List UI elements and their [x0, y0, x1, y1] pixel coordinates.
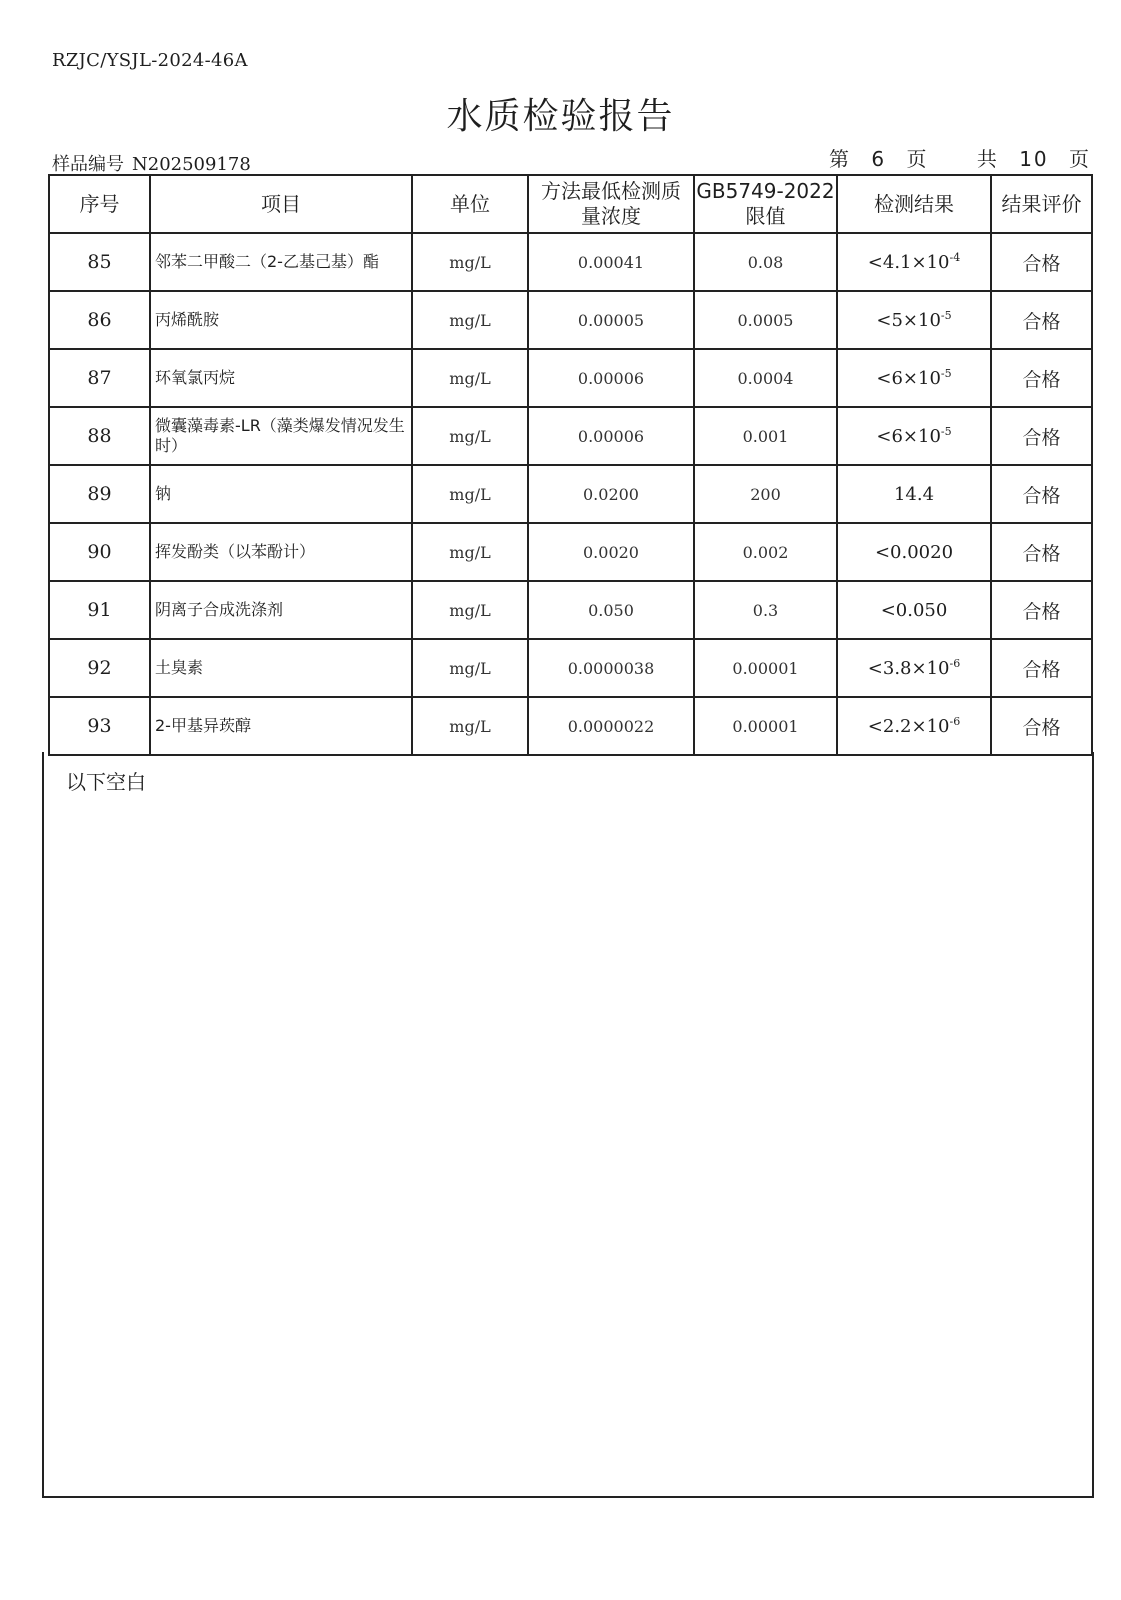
header-unit: 单位: [412, 175, 528, 233]
result-exponent: -6: [949, 657, 961, 670]
row-unit: mg/L: [412, 291, 528, 349]
row-result: [837, 349, 991, 407]
table-row: [49, 581, 1092, 639]
result-base: <5×10: [876, 310, 941, 331]
row-seq: 91: [49, 581, 150, 639]
row-item: 微囊藻毒素-LR（藻类爆发情况发生时）: [150, 407, 412, 465]
row-result: [837, 523, 991, 581]
row-seq: 85: [49, 233, 150, 291]
sample-number: [52, 150, 251, 176]
row-item: 阴离子合成洗涤剂: [150, 581, 412, 639]
blank-area: [42, 752, 1094, 1498]
row-unit: mg/L: [412, 407, 528, 465]
row-result: [837, 581, 991, 639]
row-limit: 0.001: [694, 407, 837, 465]
result-base: <0.0020: [874, 542, 954, 563]
table-row: [49, 407, 1092, 465]
row-unit: mg/L: [412, 465, 528, 523]
row-limit: 0.3: [694, 581, 837, 639]
row-item: 丙烯酰胺: [150, 291, 412, 349]
header-limit: [694, 175, 837, 233]
row-result: [837, 407, 991, 465]
report-title: 水质检验报告: [446, 96, 675, 137]
row-limit: 0.00001: [694, 639, 837, 697]
row-seq: 90: [49, 523, 150, 581]
document-code: RZJC/YSJL-2024-46A: [52, 50, 248, 71]
row-limit: 0.0004: [694, 349, 837, 407]
result-base: <3.8×10: [867, 658, 950, 679]
row-item: 2-甲基异莰醇: [150, 697, 412, 755]
header-item: 项目: [150, 175, 412, 233]
row-limit: 200: [694, 465, 837, 523]
result-base: <0.050: [880, 600, 948, 621]
table-row: [49, 349, 1092, 407]
row-mdl: 0.00041: [528, 233, 694, 291]
result-exponent: -4: [949, 251, 961, 264]
row-evaluation: 合格: [991, 639, 1092, 697]
row-seq: 93: [49, 697, 150, 755]
row-seq: 86: [49, 291, 150, 349]
row-seq: 92: [49, 639, 150, 697]
row-limit: 0.0005: [694, 291, 837, 349]
row-unit: mg/L: [412, 349, 528, 407]
row-unit: mg/L: [412, 581, 528, 639]
row-result: [837, 465, 991, 523]
row-seq: 87: [49, 349, 150, 407]
page-unit: 页: [906, 147, 929, 171]
row-item: 邻苯二甲酸二（2-乙基己基）酯: [150, 233, 412, 291]
row-result: [837, 639, 991, 697]
result-base: <6×10: [876, 426, 941, 447]
total-unit: 页: [1069, 147, 1091, 171]
total-pages: 10: [1019, 147, 1049, 171]
row-evaluation: 合格: [991, 291, 1092, 349]
page-label: 第: [829, 147, 852, 171]
sample-number-label: 样品编号: [52, 154, 124, 175]
row-unit: mg/L: [412, 233, 528, 291]
sample-number-value: N202509178: [132, 154, 251, 175]
row-unit: mg/L: [412, 523, 528, 581]
row-mdl: 0.050: [528, 581, 694, 639]
row-result: [837, 291, 991, 349]
row-item: 挥发酚类（以苯酚计）: [150, 523, 412, 581]
table-row: [49, 639, 1092, 697]
row-evaluation: 合格: [991, 349, 1092, 407]
row-item: 钠: [150, 465, 412, 523]
header-mdl-line2: 量浓度: [581, 204, 641, 228]
table-row: [49, 291, 1092, 349]
row-mdl: 0.0200: [528, 465, 694, 523]
header-limit-line1: GB5749-2022: [696, 179, 835, 203]
result-base: <6×10: [876, 368, 941, 389]
header-mdl-line1: 方法最低检测质: [541, 179, 681, 203]
row-evaluation: 合格: [991, 465, 1092, 523]
result-base: <2.2×10: [867, 716, 950, 737]
table-row: [49, 523, 1092, 581]
row-limit: 0.08: [694, 233, 837, 291]
row-mdl: 0.0020: [528, 523, 694, 581]
row-mdl: 0.00006: [528, 407, 694, 465]
blank-note: 以下空白: [66, 770, 146, 794]
row-mdl: 0.00006: [528, 349, 694, 407]
table-row: [49, 233, 1092, 291]
page-number: 6: [871, 147, 887, 171]
row-evaluation: 合格: [991, 581, 1092, 639]
table-row: [49, 465, 1092, 523]
pagination: [817, 143, 1091, 172]
row-item: 环氧氯丙烷: [150, 349, 412, 407]
row-result: [837, 697, 991, 755]
row-unit: mg/L: [412, 697, 528, 755]
table-header-row: [49, 175, 1092, 233]
result-base: 14.4: [893, 484, 935, 505]
row-unit: mg/L: [412, 639, 528, 697]
header-limit-line2: 限值: [745, 204, 786, 228]
result-exponent: -6: [949, 715, 961, 728]
result-exponent: -5: [940, 367, 952, 380]
row-seq: 89: [49, 465, 150, 523]
row-seq: 88: [49, 407, 150, 465]
row-item: 土臭素: [150, 639, 412, 697]
header-result: 检测结果: [837, 175, 991, 233]
row-evaluation: 合格: [991, 523, 1092, 581]
row-limit: 0.002: [694, 523, 837, 581]
result-exponent: -5: [940, 309, 952, 322]
table-row: [49, 697, 1092, 755]
result-exponent: -5: [940, 425, 952, 438]
result-base: <4.1×10: [867, 252, 950, 273]
row-mdl: 0.0000022: [528, 697, 694, 755]
row-result: [837, 233, 991, 291]
results-table: [48, 174, 1093, 756]
row-evaluation: 合格: [991, 697, 1092, 755]
row-limit: 0.00001: [694, 697, 837, 755]
row-evaluation: 合格: [991, 233, 1092, 291]
row-evaluation: 合格: [991, 407, 1092, 465]
row-mdl: 0.00005: [528, 291, 694, 349]
total-label: 共: [976, 147, 999, 171]
header-seq: 序号: [49, 175, 150, 233]
row-mdl: 0.0000038: [528, 639, 694, 697]
header-evaluation: 结果评价: [991, 175, 1092, 233]
header-mdl: [528, 175, 694, 233]
